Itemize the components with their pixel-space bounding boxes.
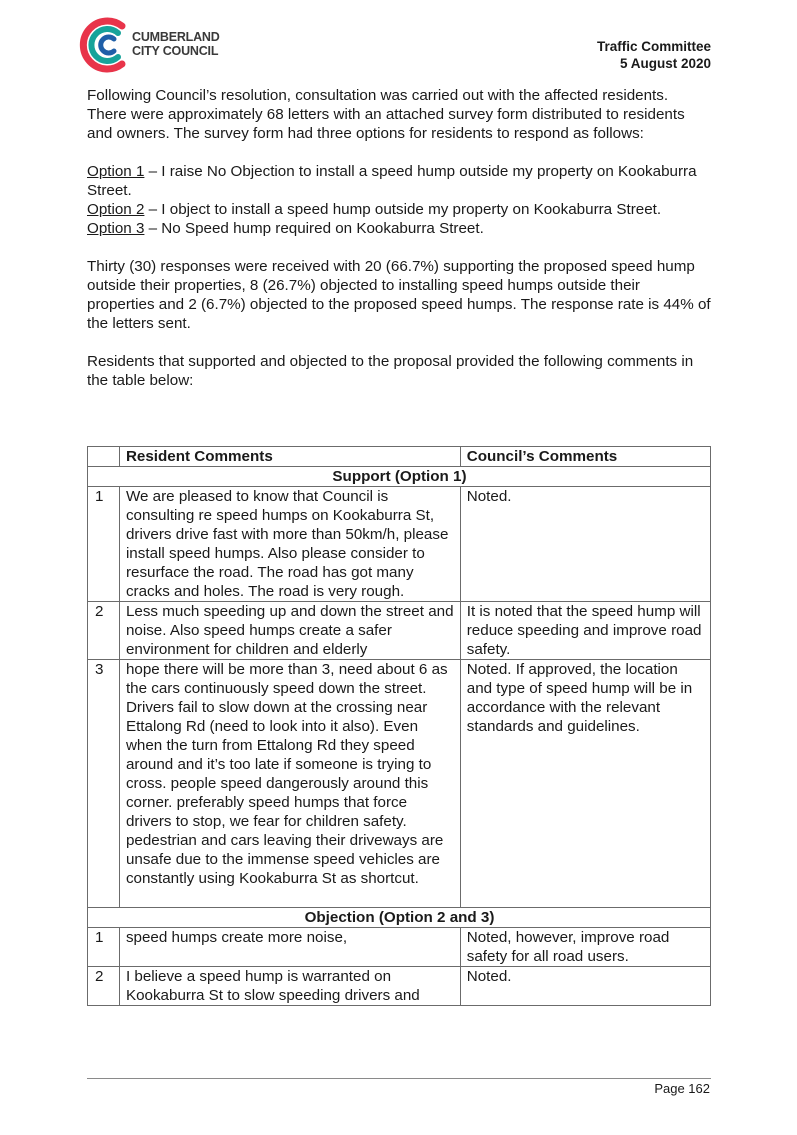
responses-paragraph: Thirty (30) responses were received with 20 (66.7%) supporting the proposed speed hump outside their properties, 8 (26.7%) objected to installing speed humps outside their properties and 2 (6.7%) objected to the proposed speed humps. The response rate is 44% of the letters sent. — [87, 258, 711, 332]
table-row — [88, 660, 711, 908]
header-number — [88, 447, 120, 467]
council-comment: Noted. — [460, 967, 710, 1006]
council-comment: Noted. — [460, 487, 710, 602]
option-2-text: – I object to install a speed hump outside my property on Kookaburra Street. — [144, 201, 662, 218]
logo-line-1: CUMBERLAND — [132, 30, 220, 44]
option-1-label: Option 1 — [87, 163, 145, 180]
document-header — [597, 38, 711, 72]
row-number: 3 — [88, 660, 120, 908]
table-header-row — [88, 447, 711, 467]
consultation-paragraph: Following Council’s resolution, consultation was carried out with the affected residents. There were approximately 68 letters with an attached survey form distributed to residents and owners. The survey form had three options for residents to respond as follows: — [87, 87, 685, 142]
objection-heading: Objection (Option 2 and 3) — [88, 908, 711, 928]
resident-comments-table — [87, 446, 711, 1006]
header-resident-comments: Resident Comments — [119, 447, 460, 467]
council-comment: It is noted that the speed hump will reduce speeding and improve road safety. — [460, 602, 710, 660]
resident-comment: Less much speeding up and down the street and noise. Also speed humps create a safer environment for children and elderly — [119, 602, 460, 660]
section-row-support — [88, 467, 711, 487]
council-comment: Noted. If approved, the location and type of speed hump will be in accordance with the relevant standards and guidelines. — [460, 660, 710, 908]
cumberland-city-council-logo — [78, 14, 238, 76]
resident-comment: I believe a speed hump is warranted on Kookaburra St to slow speeding drivers and — [119, 967, 460, 1006]
meeting-date: 5 August 2020 — [619, 56, 711, 71]
footer-divider — [87, 1078, 711, 1079]
option-2-label: Option 2 — [87, 201, 145, 218]
table-intro-paragraph: Residents that supported and objected to the proposal provided the following comments in the table below: — [87, 353, 694, 389]
row-number: 1 — [88, 928, 120, 967]
row-number: 2 — [88, 602, 120, 660]
resident-comment: speed humps create more noise, — [119, 928, 460, 967]
logo-wordmark — [132, 30, 220, 58]
resident-comment: hope there will be more than 3, need about 6 as the cars continuously speed down the street. Drivers fail to slow down at the crossing near Ettalong Rd (need to look into it also). Even when the turn from Ettalong Rd they speed around and it’s too late if someone is trying to cross. people speed dangerously around this corner. preferably speed humps that force drivers to stop, we fear for children safety. pedestrian and cars leaving their driveways are unsafe due to the immense speed vehicles are constantly using Kookaburra St as shortcut. — [119, 660, 460, 908]
support-heading: Support (Option 1) — [88, 467, 711, 487]
table-row — [88, 928, 711, 967]
council-emblem-icon — [78, 14, 130, 76]
section-row-objection — [88, 908, 711, 928]
header-council-comments: Council’s Comments — [460, 447, 710, 467]
logo-line-2: CITY COUNCIL — [132, 44, 219, 58]
resident-comment: We are pleased to know that Council is consulting re speed humps on Kookaburra St, drivers drive fast with more than 50km/h, please install speed humps. Also please consider to resurface the road. The road has got many cracks and holes. The road is very rough. — [119, 487, 460, 602]
report-body — [87, 86, 711, 390]
table-row — [88, 602, 711, 660]
table-row — [88, 967, 711, 1006]
option-3-label: Option 3 — [87, 220, 145, 237]
row-number: 2 — [88, 967, 120, 1006]
table-row — [88, 487, 711, 602]
council-comment: Noted, however, improve road safety for all road users. — [460, 928, 710, 967]
committee-name: Traffic Committee — [596, 39, 711, 54]
option-3-text: – No Speed hump required on Kookaburra Street. — [144, 220, 484, 237]
option-1-text: – I raise No Objection to install a speed hump outside my property on Kookaburra Street. — [87, 163, 697, 199]
page-number: Page 162 — [654, 1081, 710, 1096]
row-number: 1 — [88, 487, 120, 602]
survey-options — [87, 162, 711, 238]
